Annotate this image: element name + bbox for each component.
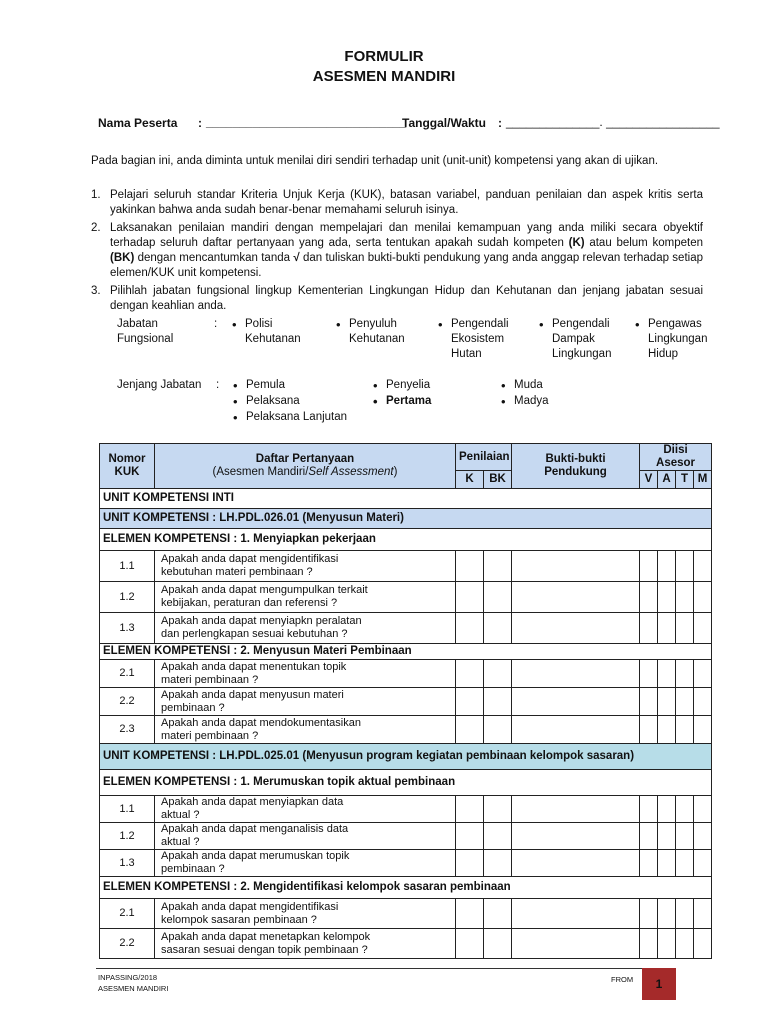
bukti-cell[interactable]: [512, 582, 640, 613]
rows-u1-el2: [100, 660, 712, 744]
kuk-number: 1.1: [100, 796, 155, 823]
m-cell[interactable]: [694, 716, 712, 744]
t-cell[interactable]: [676, 551, 694, 582]
t-cell[interactable]: [676, 582, 694, 613]
v-cell[interactable]: [640, 796, 658, 823]
k-cell[interactable]: [456, 929, 484, 959]
rows-u2-el2: [100, 899, 712, 959]
k-cell[interactable]: [456, 582, 484, 613]
m-cell[interactable]: [694, 796, 712, 823]
header-bk: BK: [484, 471, 512, 489]
t-cell[interactable]: [676, 929, 694, 959]
bk-cell[interactable]: [484, 796, 512, 823]
bk-cell[interactable]: [484, 582, 512, 613]
m-cell[interactable]: [694, 613, 712, 644]
question-text: Apakah anda dapat menetapkan kelompok sasaran sesuai dengan topik pembinaan ?: [155, 929, 456, 959]
jenjang-option-pemula[interactable]: • Pemula: [246, 378, 285, 393]
question-row: [100, 823, 712, 850]
element-row: ELEMEN KOMPETENSI : 1. Menyiapkan pekerjaan: [100, 529, 712, 551]
a-cell[interactable]: [658, 929, 676, 959]
question-row: [100, 613, 712, 644]
m-cell[interactable]: [694, 823, 712, 850]
bk-cell[interactable]: [484, 613, 512, 644]
header-penilaian: Penilaian: [456, 444, 512, 471]
question-row: [100, 929, 712, 959]
t-cell[interactable]: [676, 796, 694, 823]
kuk-number: 1.2: [100, 823, 155, 850]
jabatan-option-pengendali-dampak-lingkungan[interactable]: • Pengendali Dampak Lingkungan: [552, 317, 611, 362]
header-k: K: [456, 471, 484, 489]
element-row: ELEMEN KOMPETENSI : 2. Mengidentifikasi kelompok sasaran pembinaan: [100, 877, 712, 899]
v-cell[interactable]: [640, 551, 658, 582]
t-cell[interactable]: [676, 688, 694, 716]
bk-cell[interactable]: [484, 899, 512, 929]
jenjang-option-penyelia[interactable]: • Penyelia: [386, 378, 430, 393]
question-text: Apakah anda dapat mengidentifikasi kebutuhan materi pembinaan ?: [155, 551, 456, 582]
kuk-number: 1.2: [100, 582, 155, 613]
a-cell[interactable]: [658, 688, 676, 716]
question-row: [100, 551, 712, 582]
bukti-cell[interactable]: [512, 899, 640, 929]
v-cell[interactable]: [640, 850, 658, 877]
header-daftar-pertanyaan: Daftar Pertanyaan (Asesmen Mandiri/Self Assessment): [155, 444, 456, 489]
v-cell[interactable]: [640, 716, 658, 744]
a-cell[interactable]: [658, 716, 676, 744]
footer-from: FROM: [611, 975, 634, 984]
header-v: V: [640, 471, 658, 489]
t-cell[interactable]: [676, 613, 694, 644]
kuk-number: 1.3: [100, 850, 155, 877]
header-m: M: [694, 471, 712, 489]
v-cell[interactable]: [640, 613, 658, 644]
unit-row: UNIT KOMPETENSI : LH.PDL.025.01 (Menyusun program kegiatan pembinaan kelompok sasaran): [100, 744, 712, 770]
k-cell[interactable]: [456, 796, 484, 823]
v-cell[interactable]: [640, 688, 658, 716]
bk-cell[interactable]: [484, 716, 512, 744]
form-title: FORMULIR: [344, 48, 424, 65]
bukti-cell[interactable]: [512, 929, 640, 959]
nama-peserta-label: Nama Peserta: [98, 116, 178, 130]
kuk-number: 1.3: [100, 613, 155, 644]
bukti-cell[interactable]: [512, 850, 640, 877]
k-cell[interactable]: [456, 688, 484, 716]
unit-inti-row: UNIT KOMPETENSI INTI: [100, 489, 712, 509]
kuk-number: 2.2: [100, 929, 155, 959]
a-cell[interactable]: [658, 796, 676, 823]
instruction-3: Pilihlah jabatan fungsional lingkup Kementerian Lingkungan Hidup dan Kehutanan dan jenjang jabatan sesuai dengan keahlian anda.: [110, 285, 703, 312]
jenjang-option-pelaksana-lanjutan[interactable]: • Pelaksana Lanjutan: [246, 410, 347, 425]
rows-u1-el1: [100, 551, 712, 644]
k-cell[interactable]: [456, 716, 484, 744]
question-row: [100, 688, 712, 716]
t-cell[interactable]: [676, 716, 694, 744]
question-row: [100, 899, 712, 929]
a-cell[interactable]: [658, 850, 676, 877]
kuk-number: 1.1: [100, 551, 155, 582]
bukti-cell[interactable]: [512, 613, 640, 644]
kuk-number: 2.1: [100, 660, 155, 688]
question-row: [100, 850, 712, 877]
a-cell[interactable]: [658, 613, 676, 644]
footer-code: INPASSING/2018: [98, 973, 158, 982]
header-diisi-asesor: Diisi Asesor: [640, 444, 712, 471]
tanggal-waktu-label: Tanggal/Waktu: [402, 116, 486, 130]
question-text: Apakah anda dapat menyusun materi pembinaan ?: [155, 688, 456, 716]
jenjang-option-muda[interactable]: • Muda: [514, 378, 543, 393]
bukti-cell[interactable]: [512, 688, 640, 716]
a-cell[interactable]: [658, 551, 676, 582]
k-cell[interactable]: [456, 823, 484, 850]
rows-u2-el1: [100, 796, 712, 877]
v-cell[interactable]: [640, 823, 658, 850]
question-text: Apakah anda dapat menyiapkan data aktual ?: [155, 796, 456, 823]
jenjang-option-madya[interactable]: • Madya: [514, 394, 549, 409]
jenjang-label: Jenjang Jabatan: [117, 379, 202, 391]
assessment-table: [99, 443, 712, 959]
bk-cell[interactable]: [484, 823, 512, 850]
kuk-number: 2.2: [100, 688, 155, 716]
element-row: ELEMEN KOMPETENSI : 1. Merumuskan topik aktual pembinaan: [100, 770, 712, 796]
kuk-number: 2.3: [100, 716, 155, 744]
jabatan-option-pengendali-ekosistem-hutan[interactable]: • Pengendali Ekosistem Hutan: [451, 317, 509, 362]
tanggal-waktu-field[interactable]: ______________. _________________: [506, 115, 720, 129]
k-cell[interactable]: [456, 660, 484, 688]
a-cell[interactable]: [658, 899, 676, 929]
t-cell[interactable]: [676, 899, 694, 929]
m-cell[interactable]: [694, 660, 712, 688]
question-row: [100, 582, 712, 613]
header-nomor-kuk: Nomor KUK: [100, 444, 155, 489]
t-cell[interactable]: [676, 850, 694, 877]
v-cell[interactable]: [640, 899, 658, 929]
instruction-number: 2.: [91, 222, 101, 234]
k-cell[interactable]: [456, 613, 484, 644]
m-cell[interactable]: [694, 688, 712, 716]
nama-peserta-field[interactable]: ______________________________: [206, 115, 407, 129]
instruction-number: 1.: [91, 189, 101, 201]
question-text: Apakah anda dapat menentukan topik materi pembinaan ?: [155, 660, 456, 688]
instruction-number: 3.: [91, 285, 101, 297]
bukti-cell[interactable]: [512, 796, 640, 823]
form-subtitle: ASESMEN MANDIRI: [312, 68, 456, 85]
k-cell[interactable]: [456, 850, 484, 877]
bukti-cell[interactable]: [512, 716, 640, 744]
footer-doc-name: ASESMEN MANDIRI: [98, 984, 169, 993]
a-cell[interactable]: [658, 582, 676, 613]
jenjang-option-pelaksana[interactable]: • Pelaksana: [246, 394, 300, 409]
jabatan-option-penyuluh-kehutanan[interactable]: • Penyuluh Kehutanan: [349, 317, 405, 347]
tanggal-colon: :: [498, 116, 502, 130]
a-cell[interactable]: [658, 823, 676, 850]
m-cell[interactable]: [694, 899, 712, 929]
kuk-number: 2.1: [100, 899, 155, 929]
jabatan-label: Jabatan Fungsional: [117, 318, 174, 345]
intro-text: Pada bagian ini, anda diminta untuk menilai diri sendiri terhadap unit (unit-unit) kompetensi yang akan di ujikan.: [91, 155, 659, 167]
header-a: A: [658, 471, 676, 489]
nama-colon: :: [198, 116, 202, 130]
unit-row: UNIT KOMPETENSI : LH.PDL.026.01 (Menyusun Materi): [100, 509, 712, 529]
question-row: [100, 796, 712, 823]
bk-cell[interactable]: [484, 551, 512, 582]
instruction-1: Pelajari seluruh standar Kriteria Unjuk Kerja (KUK), batasan variabel, panduan penilaian dan aspek kritis serta yakinkan bahwa anda sudah benar-benar memahami seluruh isinya.: [110, 189, 703, 216]
jabatan-colon: :: [214, 318, 218, 330]
t-cell[interactable]: [676, 823, 694, 850]
jabatan-option-pengawas-lingkungan-hidup[interactable]: • Pengawas Lingkungan Hidup: [648, 317, 707, 362]
question-text: Apakah anda dapat mengidentifikasi kelompok sasaran pembinaan ?: [155, 899, 456, 929]
v-cell[interactable]: [640, 660, 658, 688]
v-cell[interactable]: [640, 929, 658, 959]
question-text: Apakah anda dapat mengumpulkan terkait kebijakan, peraturan dan referensi ?: [155, 582, 456, 613]
header-bukti-pendukung: Bukti-bukti Pendukung: [512, 444, 640, 489]
m-cell[interactable]: [694, 929, 712, 959]
bukti-cell[interactable]: [512, 551, 640, 582]
bukti-cell[interactable]: [512, 823, 640, 850]
k-cell[interactable]: [456, 899, 484, 929]
element-row: ELEMEN KOMPETENSI : 2. Menyusun Materi Pembinaan: [100, 644, 712, 660]
bukti-cell[interactable]: [512, 660, 640, 688]
instruction-2: Laksanakan penilaian mandiri dengan mempelajari dan menilai kemampuan yang anda miliki secara obyektif terhadap seluruh daftar pertanyaan yang ada, serta tentukan apakah sudah kompeten (K) atau belum kompeten (BK) dengan mencantumkan tanda √ dan tuliskan bukti-bukti pendukung yang anda anggap relevan terhadap setiap elemen/KUK unit kompetensi.: [110, 222, 703, 279]
bk-cell[interactable]: [484, 688, 512, 716]
bk-cell[interactable]: [484, 660, 512, 688]
footer-divider: [96, 968, 674, 969]
m-cell[interactable]: [694, 850, 712, 877]
jenjang-colon: :: [216, 379, 220, 391]
jenjang-option-pertama[interactable]: • Pertama: [386, 394, 431, 409]
question-text: Apakah anda dapat merumuskan topik pembinaan ?: [155, 850, 456, 877]
m-cell[interactable]: [694, 582, 712, 613]
bk-cell[interactable]: [484, 850, 512, 877]
question-row: [100, 660, 712, 688]
bk-cell[interactable]: [484, 929, 512, 959]
question-text: Apakah anda dapat menyiapkn peralatan dan perlengkapan sesuai kebutuhan ?: [155, 613, 456, 644]
question-text: Apakah anda dapat mendokumentasikan materi pembinaan ?: [155, 716, 456, 744]
header-t: T: [676, 471, 694, 489]
question-text: Apakah anda dapat menganalisis data aktual ?: [155, 823, 456, 850]
t-cell[interactable]: [676, 660, 694, 688]
question-row: [100, 716, 712, 744]
check-mark: √: [293, 252, 300, 264]
a-cell[interactable]: [658, 660, 676, 688]
page-number: 1: [642, 968, 676, 1000]
jabatan-option-polisi-kehutanan[interactable]: • Polisi Kehutanan: [245, 317, 301, 347]
k-cell[interactable]: [456, 551, 484, 582]
m-cell[interactable]: [694, 551, 712, 582]
v-cell[interactable]: [640, 582, 658, 613]
